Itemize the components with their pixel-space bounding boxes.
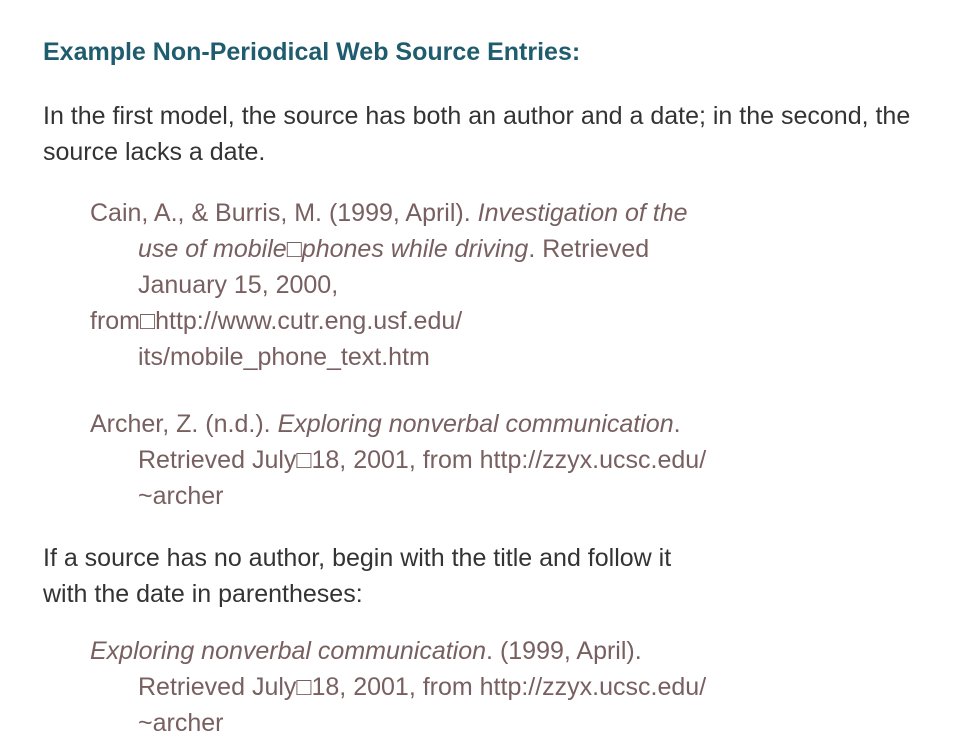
ref2-line-2: Retrieved July□18, 2001, from http://zzyx.ucsc.edu/ — [138, 446, 707, 474]
ref1-line-2 — [138, 231, 649, 267]
ref3-line-1 — [90, 633, 642, 669]
ref2-line-1 — [90, 406, 681, 442]
no-author-line-2: with the date in parentheses: — [43, 580, 363, 608]
ref3-line-3: ~archer — [138, 709, 224, 737]
slide-heading: Example Non-Periodical Web Source Entries: — [43, 38, 581, 66]
no-author-line-1: If a source has no author, begin with the title and follow it — [43, 544, 672, 572]
ref1-line-3: January 15, 2000, — [138, 271, 339, 299]
ref3-line-2: Retrieved July□18, 2001, from http://zzyx.ucsc.edu/ — [138, 673, 707, 701]
ref1-retrieved: . Retrieved — [528, 235, 650, 263]
ref1-line-5: its/mobile_phone_text.htm — [138, 343, 430, 371]
ref2-title: Exploring nonverbal communication — [277, 410, 674, 438]
ref2-title-period: . — [673, 410, 681, 438]
ref3-title: Exploring nonverbal communication — [90, 637, 487, 665]
ref3-date: . (1999, April). — [486, 637, 642, 665]
ref1-line-4: from□http://www.cutr.eng.usf.edu/ — [90, 307, 463, 335]
ref2-line-3: ~archer — [138, 482, 224, 510]
ref1-authors-date: Cain, A., & Burris, M. (1999, April). — [90, 199, 478, 227]
ref1-title-part-2: use of mobile□phones while driving — [138, 235, 529, 263]
intro-paragraph: In the first model, the source has both an author and a date; in the second, the source lacks a date. — [43, 102, 911, 166]
ref1-title-part-1: Investigation of the — [477, 199, 688, 227]
ref2-author-date: Archer, Z. (n.d.). — [90, 410, 278, 438]
ref1-line-1 — [90, 195, 688, 231]
